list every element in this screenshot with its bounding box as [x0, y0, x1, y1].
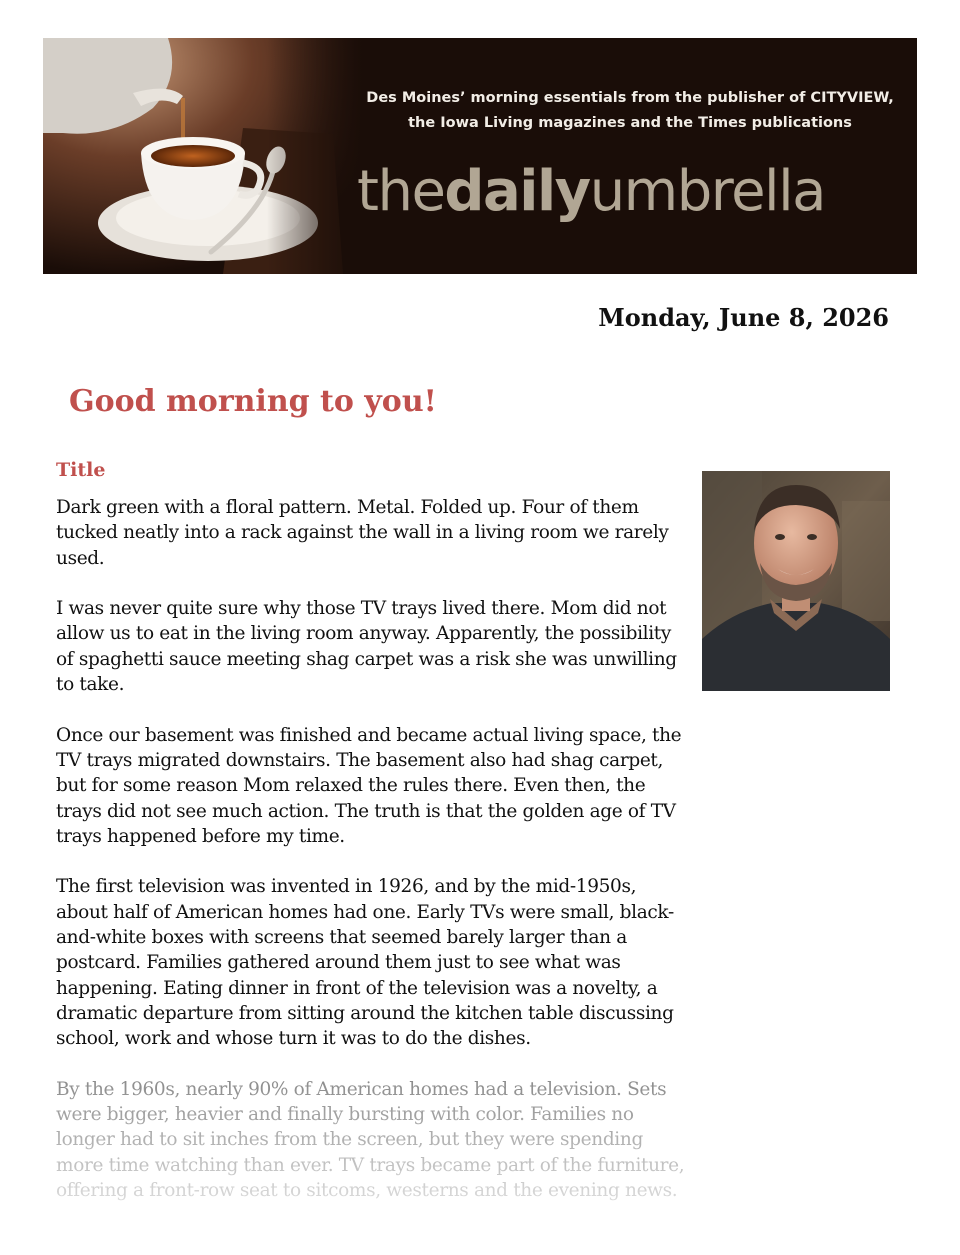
article-paragraph: Once our basement was finished and became actual living space, the TV trays migrated downstairs. The basement also had shag carpet, but for some reason Mom relaxed the rules there. Even then, the trays did not see much action. The truth is that the golden age of TV trays happened before my time. [56, 724, 682, 847]
header-banner [43, 38, 917, 274]
tagline-line: Des Moines’ morning essentials from the publisher of CITYVIEW, [366, 90, 894, 106]
logo-prefix: the [357, 159, 445, 224]
banner-tagline [343, 86, 917, 136]
article-title: Title [56, 459, 106, 481]
article-paragraph: I was never quite sure why those TV trays lived there. Mom did not allow us to eat in the living room anyway. Apparently, the possibility of spaghetti sauce meeting shag carpet was a risk she was unwilling to take. [56, 598, 677, 696]
daily-umbrella-logo [357, 156, 825, 228]
tagline-line: the Iowa Living magazines and the Times publications [408, 115, 852, 131]
article-paragraph: The first television was invented in 1926, and by the mid-1950s, about half of American homes had one. Early TVs were small, black-and-white boxes with screens that seemed barely larger than a postcard. Families gathered around them just to see what was happening. Eating dinner in front of the television was a novelty, a dramatic departure from sitting around the kitchen table discussing school, work and whose turn it was to do the dishes. [56, 876, 674, 1050]
article-body [56, 495, 690, 1229]
newsletter-date: Monday, June 8, 2026 [598, 303, 889, 332]
article-paragraph: Dark green with a floral pattern. Metal. Folded up. Four of them tucked neatly into a rack against the wall in a living room we rarely used. [56, 497, 669, 569]
author-headshot [702, 471, 890, 691]
logo-bold: daily [444, 159, 590, 224]
logo-suffix: umbrella [589, 159, 825, 224]
teapot-teacup-image [43, 38, 363, 274]
article-paragraph-faded: By the 1960s, nearly 90% of American homes had a television. Sets were bigger, heavier and finally bursting with color. Families no longer had to sit inches from the screen, but they were spending more time watching than ever. TV trays became part of the furniture, offering a front-row seat to sitcoms, westerns and the evening news. [56, 1077, 690, 1203]
greeting-heading: Good morning to you! [69, 384, 437, 419]
